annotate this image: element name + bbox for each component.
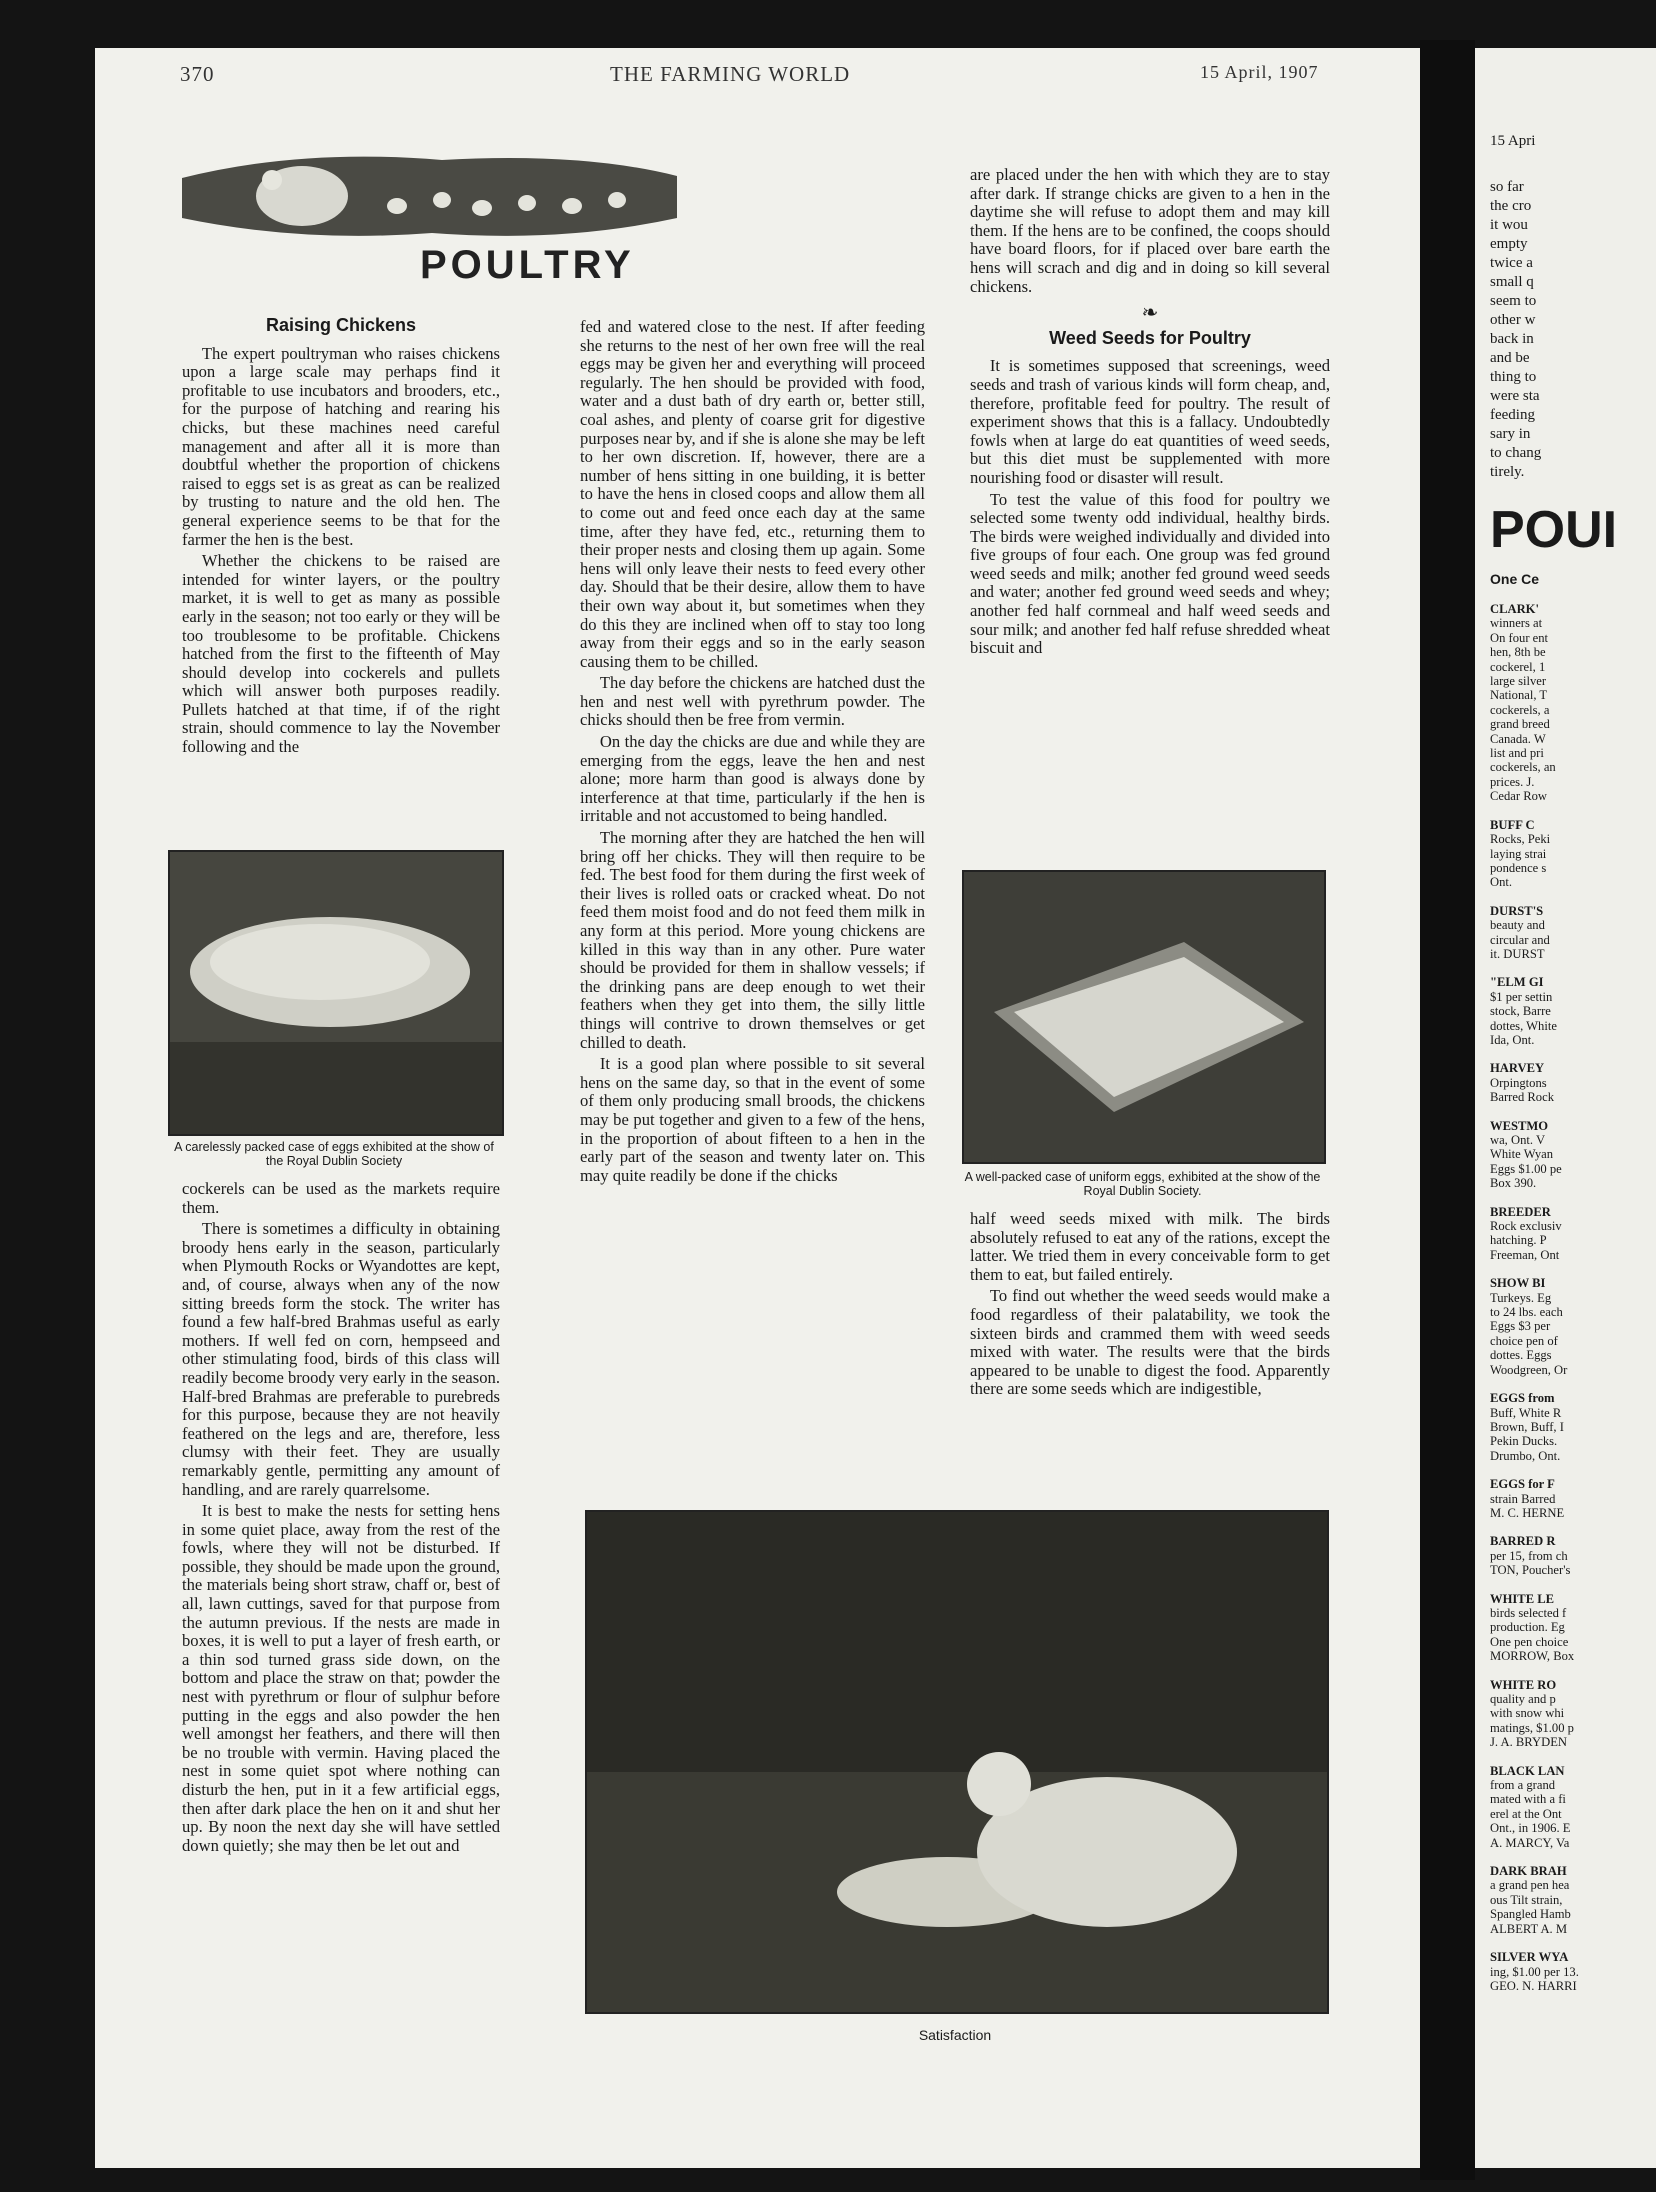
ornament-icon: ❧ <box>1141 302 1159 325</box>
ad-separator <box>1490 961 1579 975</box>
ad-line: MORROW, Box <box>1490 1649 1575 1664</box>
paragraph: On the day the chicks are due and while they are emerging from the eggs, leave the hen and nest alone; more harm than good is always done by interference at that time, particularly if the hen is irritable and not accustomed to being handled. <box>580 732 925 826</box>
next-page-header: 15 Apri <box>1490 133 1536 149</box>
ad-line: DURST'S <box>1490 903 1544 918</box>
ad-line: quality and p <box>1490 1692 1556 1706</box>
ad-separator <box>1490 1578 1579 1592</box>
ad-line: CLARK' <box>1490 602 1539 616</box>
paragraph: To test the value of this food for poultry we selected some twenty odd individual, healthy birds. The birds were weighed individually and divided into five groups of four each. One group was fed ground weed seeds and milk; another fed ground weed seeds and water; another fed ground weed seeds and whey; another fed half cornmeal and half weed seeds and sour milk; and another fed half refuse shredded wheat biscuit and <box>970 489 1330 658</box>
fragment-line: other w <box>1490 312 1536 328</box>
ad-separator <box>1490 1105 1579 1119</box>
paragraph: half weed seeds mixed with milk. The birds absolutely refused to eat any of the rations, except the latter. We tried them in every conceivable form to get them to eat, but failed entirely. <box>970 1209 1330 1284</box>
next-page-fragment <box>1490 178 1541 482</box>
ad-line: SILVER WYA <box>1490 1950 1569 1965</box>
fragment-line: were sta <box>1490 388 1540 404</box>
ad-separator <box>1490 1664 1579 1678</box>
fragment-line: to chang <box>1490 445 1542 461</box>
caption-left-photo: A carelessly packed case of eggs exhibited at the show of the Royal Dublin Society <box>174 1140 494 1168</box>
ad-line: On four ent <box>1490 630 1549 645</box>
ad-line: WESTMO <box>1490 1118 1549 1133</box>
ad-line: BUFF C <box>1490 817 1535 832</box>
ad-line: erel at the Ont <box>1490 1806 1562 1821</box>
ad-line: Cedar Row <box>1490 789 1548 804</box>
ad-line: A. MARCY, Va <box>1490 1835 1570 1850</box>
paragraph: It is sometimes supposed that screenings, weed seeds and trash of various kinds will form cheap, and, therefore, profitable feed for poultry. The result of experiment shows that this is a fallacy. Undoubtedly fowls when at large do eat quantities of weed seeds, but this diet must be supplemented with more nourishing food or disaster will result. <box>970 356 1330 487</box>
ad-line: laying strai <box>1490 846 1547 861</box>
ad-line: winners at <box>1490 616 1543 631</box>
ad-line: Ont. <box>1490 875 1513 890</box>
ad-line: matings, $1.00 p <box>1490 1720 1574 1735</box>
ad-line: Canada. W <box>1490 731 1546 746</box>
ad-line: Ont., in 1906. E <box>1490 1821 1571 1836</box>
ad-line: hen, 8th be <box>1490 645 1546 660</box>
ad-line: One pen choice <box>1490 1634 1569 1649</box>
ad-line: Eggs $1.00 pe <box>1490 1161 1562 1176</box>
article-title-weed-seeds: Weed Seeds for Poultry <box>1049 327 1251 348</box>
ad-separator <box>1490 1850 1579 1864</box>
column-2 <box>580 318 925 1188</box>
ad-separator <box>1490 1377 1579 1391</box>
ad-separator <box>1490 1047 1579 1061</box>
ad-line: Orpingtons <box>1490 1075 1547 1090</box>
poultry-banner-illustration <box>182 148 677 243</box>
ad-separator <box>1490 1993 1579 2007</box>
ad-line: grand breed <box>1490 717 1550 732</box>
article-title-raising-chickens: Raising Chickens <box>265 315 417 335</box>
ad-line: HARVEY <box>1490 1061 1545 1076</box>
ad-separator <box>1490 1191 1579 1205</box>
ad-line: Woodgreen, Or <box>1490 1362 1568 1377</box>
ad-line: BREEDER <box>1490 1204 1551 1219</box>
fragment-line: thing to <box>1490 369 1537 385</box>
photo-well-packed-eggs <box>962 870 1326 1164</box>
paragraph: Whether the chickens to be raised are intended for winter layers, or the poultry market, it is well to get as many as possible early in the season; not too early or they will be too troublesome to be profitable. Chickens hatched from the first to the fifteenth of May should develop into cockerels and pullets which will answer both purposes readily. Pullets hatched at that time, if of the right strain, should commence to lay the November following and the <box>182 551 500 757</box>
column-3-bottom <box>970 1210 1330 1402</box>
journal-title: THE FARMING WORLD <box>610 62 851 86</box>
ad-line: WHITE LE <box>1490 1591 1555 1606</box>
ad-line: stock, Barre <box>1490 1004 1551 1019</box>
ad-line: choice pen of <box>1490 1333 1558 1348</box>
ad-line: with snow whi <box>1490 1706 1565 1721</box>
ad-line: hatching. P <box>1490 1233 1547 1248</box>
ad-line: GEO. N. HARRI <box>1490 1978 1577 1993</box>
ad-line: dottes, White <box>1490 1018 1557 1033</box>
ad-line: EGGS for F <box>1490 1477 1555 1492</box>
ad-line: J. A. BRYDEN <box>1490 1735 1567 1750</box>
ad-line: wa, Ont. V <box>1490 1133 1546 1147</box>
ad-line: Eggs $3 per <box>1490 1319 1551 1334</box>
ad-line: Ida, Ont. <box>1490 1032 1535 1047</box>
ad-line: list and pri <box>1490 746 1544 761</box>
caption-bottom-photo: Satisfaction <box>918 2027 992 2043</box>
ad-line: BARRED R <box>1490 1534 1556 1549</box>
ad-line: it. DURST <box>1490 946 1545 961</box>
ad-line: circular and <box>1490 932 1550 947</box>
paragraph: are placed under the hen with which they are to stay after dark. If strange chicks are given to a hen in the daytime she will refuse to adopt them and may kill them. If the hens are to be confined, the coops should have board floors, for if placed over bare earth the hens will scrach and dig and in doing so kill several chickens. <box>970 165 1330 296</box>
paragraph: The expert poultryman who raises chickens upon a large scale may perhaps find it profitable to use incubators and brooders, etc., for the purpose of hatching and rearing his chicks, but these machines need careful management and after all it is more than doubtful whether the proportion of chickens raised to eggs set is as great as can be realized by trusting to nature and the old hen. The general experience seems to be that for the farmer the hen is the best. <box>182 343 500 549</box>
ad-separator <box>1490 1936 1579 1950</box>
column-1-top <box>182 310 500 760</box>
ad-separator <box>1490 1262 1579 1276</box>
ad-line: from a grand <box>1490 1778 1556 1793</box>
book-gutter <box>1420 40 1475 2180</box>
ad-line: cockerel, 1 <box>1490 659 1546 674</box>
paragraph: The day before the chickens are hatched dust the hen and nest well with pyrethrum powder. The chicks should then be free from vermin. <box>580 673 925 730</box>
ad-line: WHITE RO <box>1490 1677 1557 1692</box>
ad-line: a grand pen hea <box>1490 1878 1570 1893</box>
ad-line: to 24 lbs. each <box>1490 1305 1563 1320</box>
column-3-top <box>970 166 1330 661</box>
hen-image <box>587 1512 1327 2012</box>
fragment-line: empty <box>1490 236 1528 252</box>
ad-line: birds selected f <box>1490 1605 1567 1620</box>
ad-line: cockerels, a <box>1490 702 1550 717</box>
issue-date: 15 April, 1907 <box>1200 62 1319 82</box>
column-1-bottom <box>182 1180 500 1858</box>
ad-line: dottes. Eggs <box>1490 1348 1552 1363</box>
ad-line: Rocks, Peki <box>1490 832 1551 847</box>
ad-line: cockerels, an <box>1490 760 1556 775</box>
ad-separator <box>1490 804 1579 818</box>
fragment-line: and be <box>1490 350 1530 366</box>
ad-line: pondence s <box>1490 860 1547 875</box>
ad-line: $1 per settin <box>1490 989 1553 1004</box>
paragraph: cockerels can be used as the markets require them. <box>182 1179 500 1217</box>
fragment-line: small q <box>1490 274 1534 290</box>
fragment-line: tirely. <box>1490 464 1525 480</box>
paragraph: It is a good plan where possible to sit several hens on the same day, so that in the event of some of them only producing small broods, the chickens may be put together and given to a few of the hens, in the proportion of about fifteen to a hen in the early part of the season and twenty later on. This may quite readily be done if the chicks <box>580 1054 925 1185</box>
fragment-line: it wou <box>1490 217 1528 233</box>
ad-line: Freeman, Ont <box>1490 1247 1560 1262</box>
fragment-line: feeding <box>1490 407 1535 423</box>
eggs-image <box>964 872 1324 1162</box>
ad-line: prices. J. <box>1490 774 1535 789</box>
ad-line: strain Barred <box>1490 1491 1556 1506</box>
ad-line: mated with a fi <box>1490 1792 1566 1807</box>
paragraph: To find out whether the weed seeds would make a food regardless of their palatability, we took the sixteen birds and crammed them with weed seeds mixed with water. The results were that the birds appeared to be unable to digest the food. Apparently there are some seeds which are indigestible, <box>970 1286 1330 1399</box>
ad-line: White Wyan <box>1490 1147 1554 1162</box>
next-page-subtitle: One Ce <box>1490 571 1540 587</box>
ad-line: EGGS from <box>1490 1391 1555 1406</box>
ad-line: Spangled Hamb <box>1490 1907 1571 1922</box>
ad-separator <box>1490 1750 1579 1764</box>
ad-line: Drumbo, Ont. <box>1490 1448 1561 1463</box>
ad-line: "ELM GI <box>1490 975 1544 990</box>
fragment-line: seem to <box>1490 293 1537 309</box>
caption-right-photo: A well-packed case of uniform eggs, exhibited at the show of the Royal Dublin Society. <box>964 1170 1321 1198</box>
ad-line: Pekin Ducks. <box>1490 1434 1558 1449</box>
ad-line: Box 390. <box>1490 1176 1537 1191</box>
ad-line: per 15, from ch <box>1490 1548 1568 1563</box>
ad-line: Brown, Buff, I <box>1490 1419 1564 1434</box>
photo-carelessly-packed-eggs <box>168 850 504 1136</box>
ad-line: production. Eg <box>1490 1620 1565 1635</box>
paragraph: There is sometimes a difficulty in obtaining broody hens early in the season, particularly when Plymouth Rocks or Wyandottes are kept, and, of course, always when any of the now sitting breeds form the stock. The writer has found a few half-bred Brahmas useful as early mothers. If well fed on corn, hempseed and other stimulating food, birds of this class will readily become broody very early in the season. Half-bred Brahmas are preferable to purebreds for this purpose, because they are not heavily feathered on the legs and are, therefore, less clumsy with their feet. They are usually remarkably gentle, permitting any amount of handling, and are rarely quarrelsome. <box>182 1219 500 1499</box>
paragraph: It is best to make the nests for setting hens in some quiet place, away from the rest of the fowls, where they will not be disturbed. If possible, they should be made upon the ground, the materials being short straw, chaff or, best of all, lawn cuttings, saved for that purpose from the autumn previous. If the nests are made in boxes, it is well to put a layer of fresh earth, or a thin sod turned grass side down, on the bottom and place the straw on that; powder the nest with pyrethrum or flour of sulphur before putting in the eggs and also powder the hen well amongst her feathers, and there will then be no trouble with vermin. Having placed the nest in some quiet spot where nothing can disturb the hen, put in it a few artificial eggs, then after dark place the hen on it and shut her up. By noon the next day she will have settled down quietly; she may then be let out and <box>182 1501 500 1855</box>
ad-separator <box>1490 1520 1579 1534</box>
next-page-title: POUI <box>1490 501 1618 559</box>
ad-line: Barred Rock <box>1490 1090 1554 1105</box>
fragment-line: the cro <box>1490 198 1532 214</box>
eggs-image <box>170 852 502 1134</box>
ad-line: Turkeys. Eg <box>1490 1290 1552 1305</box>
ad-separator <box>1490 1463 1579 1477</box>
ad-line: BLACK LAN <box>1490 1763 1565 1778</box>
next-page-ads <box>1490 602 1579 2007</box>
ad-line: beauty and <box>1490 918 1545 933</box>
ad-line: Rock exclusiv <box>1490 1219 1562 1234</box>
ad-line: National, T <box>1490 688 1548 703</box>
paragraph: fed and watered close to the nest. If after feeding she returns to the nest of her own free will the real eggs may be given her and everything will proceed regularly. The hen should be provided with food, water and a dust bath of dry earth or, better still, coal ashes, and plenty of coarse grit for digestive purposes near by, and if she is alone she may be left to her own discretion. If, however, there are a number of hens sitting in one building, it is better to have the hens in closed coops and allow them all to come out and feed once each day at the same time, after they have fed, etc., returning them to their proper nests and closing them up again. Some hens will only leave their nests to feed every other day. Should that be their desire, allow them to have their own way about it, but sometimes when they do this they are inclined when off to stay too long away from their eggs and so in the early season causing them to be chilled. <box>580 317 925 671</box>
page-number: 370 <box>180 62 215 86</box>
fragment-line: twice a <box>1490 255 1533 271</box>
section-title: POULTRY <box>420 243 635 287</box>
ad-line: DARK BRAH <box>1490 1864 1567 1879</box>
ad-line: SHOW BI <box>1490 1276 1546 1291</box>
fragment-line: sary in <box>1490 426 1531 442</box>
ad-separator <box>1490 890 1579 904</box>
fragment-line: back in <box>1490 331 1534 347</box>
ad-line: TON, Poucher's <box>1490 1563 1571 1578</box>
ad-line: M. C. HERNE <box>1490 1505 1565 1520</box>
ad-line: ous Tilt strain, <box>1490 1892 1563 1907</box>
paragraph: The morning after they are hatched the hen will bring off her chicks. They will then require to be fed. The best food for them during the first week of their lives is rolled oats or cracked wheat. Do not feed them moist food and do not feed them milk in any form at this period. More young chickens are killed in this way than in any other. Pure water should be provided for them in shallow vessels; if the drinking pans are deep enough to wet their feathers when they get into them, the silly little things will contrive to drown themselves or get chilled to death. <box>580 828 925 1052</box>
ad-line: large silver <box>1490 674 1547 689</box>
photo-hen-satisfaction <box>585 1510 1329 2014</box>
ad-line: ing, $1.00 per 13. <box>1490 1964 1579 1979</box>
ad-line: Buff, White R <box>1490 1405 1562 1420</box>
ad-line: ALBERT A. M <box>1490 1921 1568 1936</box>
fragment-line: so far <box>1490 179 1524 195</box>
